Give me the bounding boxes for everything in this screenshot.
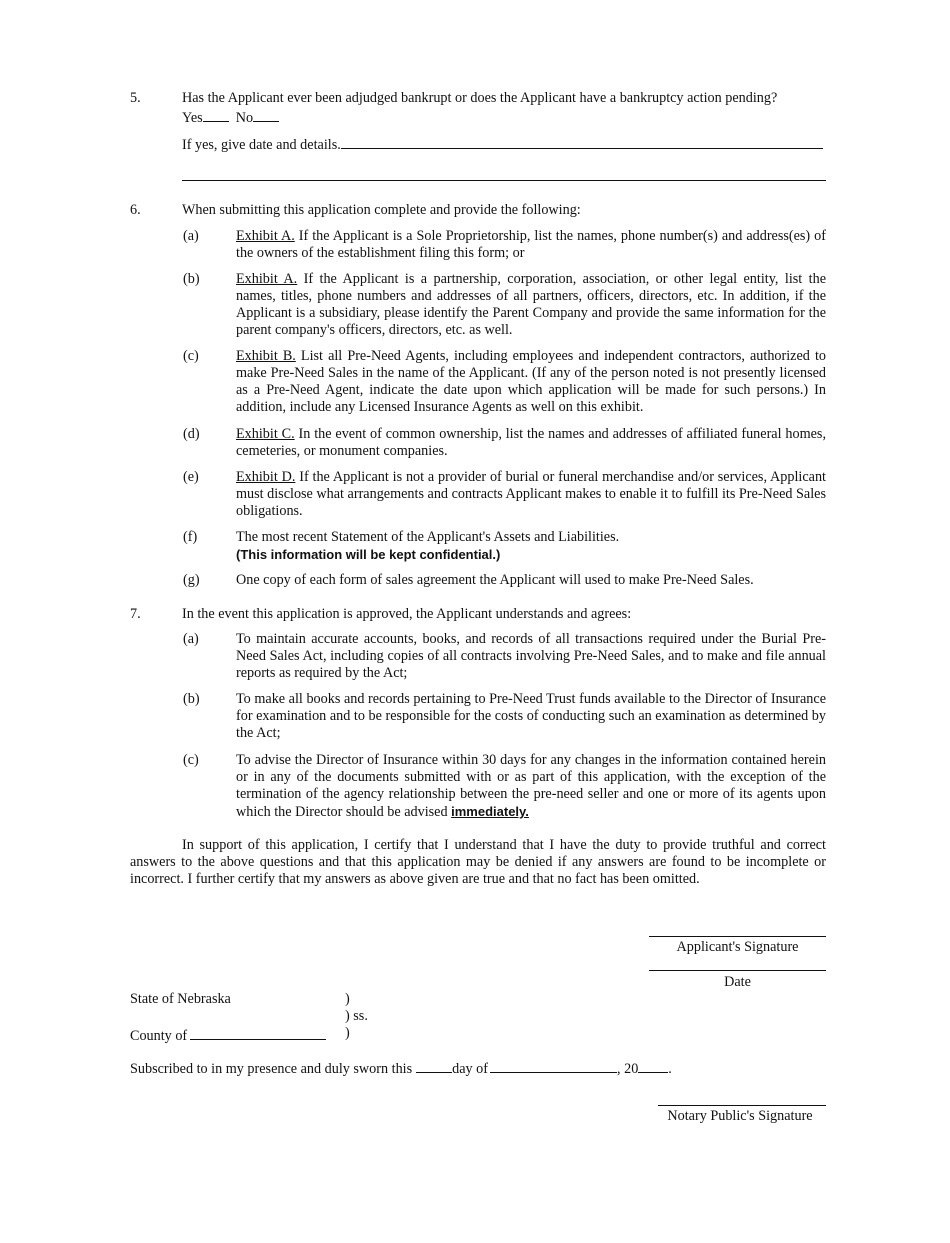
item-letter: (a) <box>183 228 199 244</box>
item-text: To maintain accurate accounts, books, and records of all transactions required under the Burial Pre-Need Sales Act, including copies of all contracts involving Pre-Need Sales, and to make and file annual reports as required by the Act; <box>236 631 826 681</box>
question-6 <box>130 202 826 219</box>
item-text: If the Applicant is a Sole Proprietorship, list the names, phone number(s) and address(es) of the owners of the establishment filing this form; or <box>236 228 826 261</box>
state-label: State of Nebraska <box>130 991 231 1007</box>
paren-bottom: ) <box>345 1025 350 1041</box>
question-number: 6. <box>130 202 141 218</box>
county-label: County of <box>130 1028 188 1044</box>
year-prefix: , 20 <box>617 1061 639 1077</box>
question-7-intro: In the event this application is approved, the Applicant understands and agrees: <box>182 606 632 622</box>
date-line[interactable] <box>649 970 826 971</box>
item-text: If the Applicant is a partnership, corporation, association, or other legal entity, list the names, titles, phone numbers and addresses of all partners, officers, directors, etc. In addition, if the Applicant is a subsidiary, please identify the Parent Company and provide the same information for the parent company's officers, directors, etc. as well. <box>236 271 826 338</box>
item-letter: (c) <box>183 348 199 364</box>
yes-label: Yes <box>182 110 203 126</box>
details-blank-line-2[interactable] <box>182 180 826 181</box>
list-item-7a <box>183 631 826 682</box>
day-blank[interactable] <box>416 1058 452 1073</box>
question-7 <box>130 606 826 623</box>
list-item-7b <box>183 691 826 742</box>
list-item-6d <box>183 426 826 460</box>
yes-blank[interactable] <box>203 107 229 122</box>
item-letter: (g) <box>183 572 200 588</box>
item-text: List all Pre-Need Agents, including employees and independent contractors, authorized to make Pre-Need Sales in the name of the Applicant. (If any of the person noted is not presently licensed as a Pre-Need Agent, indicate the date upon which application will be made for such persons.) In addition, include any Licensed Insurance Agents as well on this exhibit. <box>236 348 826 415</box>
county-row <box>130 1025 326 1045</box>
yes-no-row <box>182 107 826 127</box>
month-blank[interactable] <box>490 1058 617 1073</box>
question-number: 7. <box>130 606 141 622</box>
question-number: 5. <box>130 90 141 106</box>
notary-signature-label: Notary Public's Signature <box>667 1108 813 1124</box>
paren-top: ) <box>345 991 350 1007</box>
list-item-6e <box>183 469 826 520</box>
list-item-6g <box>183 572 826 589</box>
item-text: To make all books and records pertaining to Pre-Need Trust funds available to the Director of Insurance for examination and to be responsible for the costs of conducting such an examination as determined by the Act; <box>236 691 826 741</box>
sworn-row <box>130 1058 672 1078</box>
item-text: The most recent Statement of the Applicant's Assets and Liabilities. <box>236 529 620 545</box>
list-item-6c <box>183 348 826 416</box>
list-item-6f <box>183 529 826 563</box>
item-letter: (d) <box>183 426 200 442</box>
item-letter: (f) <box>183 529 198 545</box>
day-of-label: day of <box>452 1061 488 1077</box>
county-blank[interactable] <box>190 1025 326 1040</box>
year-blank[interactable] <box>638 1058 668 1073</box>
certification-paragraph: In support of this application, I certify that I understand that I have the duty to provide truthful and correct answers to the above questions and that this application may be denied if any answers are found to be incomplete or incorrect. I further certify that my answers as above given are true and that no fact has been omitted. <box>130 837 826 887</box>
item-letter: (c) <box>183 752 199 768</box>
item-text: To advise the Director of Insurance within 30 days for any changes in the information contained herein or in any of the documents submitted with or as part of this application, with the exception of the termination of the agency relationship between the pre-need seller and one or more of its agents upon which the Director should be advised <box>236 752 826 820</box>
list-item-6b <box>183 271 826 339</box>
question-6-intro: When submitting this application complete and provide the following: <box>182 202 581 218</box>
details-label: If yes, give date and details. <box>182 137 341 153</box>
details-row <box>182 134 823 154</box>
item-letter: (e) <box>183 469 199 485</box>
item-text: If the Applicant is not a provider of burial or funeral merchandise and/or services, Applicant must disclose what arrangements and contracts Applicant makes to enable it to fulfill its Pre-Need Sales obligations. <box>236 469 826 519</box>
year-suffix: . <box>668 1061 672 1077</box>
exhibit-label: Exhibit D. <box>236 469 296 485</box>
notary-signature-line[interactable] <box>658 1105 826 1106</box>
details-blank[interactable] <box>341 134 823 149</box>
question-5-text: Has the Applicant ever been adjudged bankrupt or does the Applicant have a bankruptcy action pending? <box>182 90 778 106</box>
no-label: No <box>235 110 254 126</box>
list-item-7c <box>183 752 826 821</box>
ss-label: ) ss. <box>345 1008 368 1024</box>
sworn-label: Subscribed to in my presence and duly sworn this <box>130 1061 413 1077</box>
confidential-note: (This information will be kept confidential.) <box>236 547 501 562</box>
item-text: In the event of common ownership, list the names and addresses of affiliated funeral homes, cemeteries, or monument companies. <box>236 426 826 459</box>
applicant-signature-line[interactable] <box>649 936 826 937</box>
item-letter: (a) <box>183 631 199 647</box>
question-5 <box>130 90 826 127</box>
item-text: One copy of each form of sales agreement the Applicant will used to make Pre-Need Sales. <box>236 572 754 588</box>
exhibit-label: Exhibit C. <box>236 426 295 442</box>
item-letter: (b) <box>183 271 200 287</box>
exhibit-label: Exhibit B. <box>236 348 296 364</box>
immediately-emphasis: immediately. <box>451 804 529 819</box>
item-letter: (b) <box>183 691 200 707</box>
list-item-6a <box>183 228 826 262</box>
no-blank[interactable] <box>253 107 279 122</box>
exhibit-label: Exhibit A. <box>236 228 295 244</box>
date-label: Date <box>724 974 751 990</box>
exhibit-label: Exhibit A. <box>236 271 298 287</box>
applicant-signature-label: Applicant's Signature <box>676 939 799 955</box>
